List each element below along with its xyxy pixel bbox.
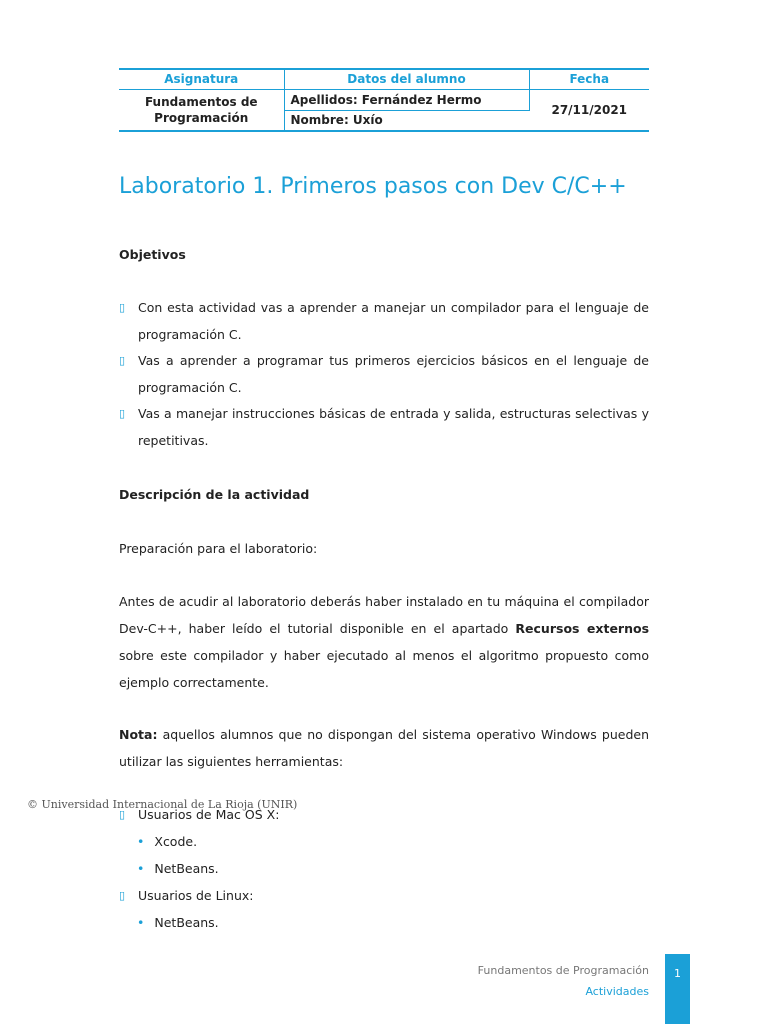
note-paragraph — [119, 721, 649, 775]
arrow-bullet-icon: ▯ — [119, 354, 126, 367]
surname-cell: Apellidos: Fernández Hermo — [284, 89, 529, 110]
page-number: 1 — [665, 954, 690, 1024]
external-resources-text: Recursos externos — [515, 621, 650, 636]
header-col-date: Fecha — [529, 69, 649, 89]
name-cell: Nombre: Uxío — [284, 110, 529, 131]
linux-users-label: Usuarios de Linux: — [138, 888, 254, 903]
arrow-bullet-icon: ▯ — [119, 407, 126, 420]
paragraph-part-1: Antes de acudir al laboratorio deberás haber instalado en tu máquina el compilador Dev-C++, haber leído el tutorial disponible en el apartado — [119, 594, 649, 636]
dot-bullet-icon: • — [137, 861, 145, 876]
dot-bullet-icon: • — [137, 915, 145, 930]
dot-bullet-icon: • — [137, 834, 145, 849]
footer-course: Fundamentos de Programación — [477, 964, 649, 977]
objective-text-1: Con esta actividad vas a aprender a manejar un compilador para el lenguaje de programación C. — [138, 300, 649, 342]
objective-item-1 — [119, 294, 649, 348]
tool-item-netbeans-mac: • NetBeans. — [137, 861, 219, 876]
objective-text-2: Vas a aprender a programar tus primeros ejercicios básicos en el lenguaje de programación C. — [138, 353, 649, 395]
date-cell: 27/11/2021 — [529, 89, 649, 131]
paragraph-part-2: sobre este compilador y haber ejecutado al menos el algoritmo propuesto como ejemplo correctamente. — [119, 648, 649, 690]
arrow-bullet-icon: ▯ — [119, 301, 126, 314]
footer-kind: Actividades — [585, 985, 649, 998]
mac-users-label: Usuarios de Mac OS X: — [138, 807, 280, 822]
header-table — [119, 68, 649, 132]
objective-item-3 — [119, 400, 649, 454]
objectives-heading: Objetivos — [119, 247, 186, 262]
tool-group-linux — [119, 882, 649, 909]
header-col-student: Datos del alumno — [284, 69, 529, 89]
header-col-subject: Asignatura — [119, 69, 284, 89]
preparation-label: Preparación para el laboratorio: — [119, 541, 318, 556]
arrow-bullet-icon: ▯ — [119, 808, 126, 821]
page-title: Laboratorio 1. Primeros pasos con Dev C/C++ — [119, 174, 627, 199]
arrow-bullet-icon: ▯ — [119, 889, 126, 902]
tool-item-xcode: • Xcode. — [137, 834, 198, 849]
note-label: Nota: — [119, 727, 158, 742]
page-footer — [478, 960, 649, 1002]
objective-text-3: Vas a manejar instrucciones básicas de entrada y salida, estructuras selectivas y repetitivas. — [138, 406, 649, 448]
tool-item-netbeans-linux: • NetBeans. — [137, 915, 219, 930]
preparation-paragraph — [119, 588, 649, 696]
copyright-notice: © Universidad Internacional de La Rioja (UNIR) — [27, 798, 298, 811]
objective-item-2 — [119, 347, 649, 401]
subject-cell: Fundamentos de Programación — [119, 89, 284, 131]
description-heading: Descripción de la actividad — [119, 487, 310, 502]
note-text: aquellos alumnos que no dispongan del sistema operativo Windows pueden utilizar las siguientes herramientas: — [119, 727, 649, 769]
